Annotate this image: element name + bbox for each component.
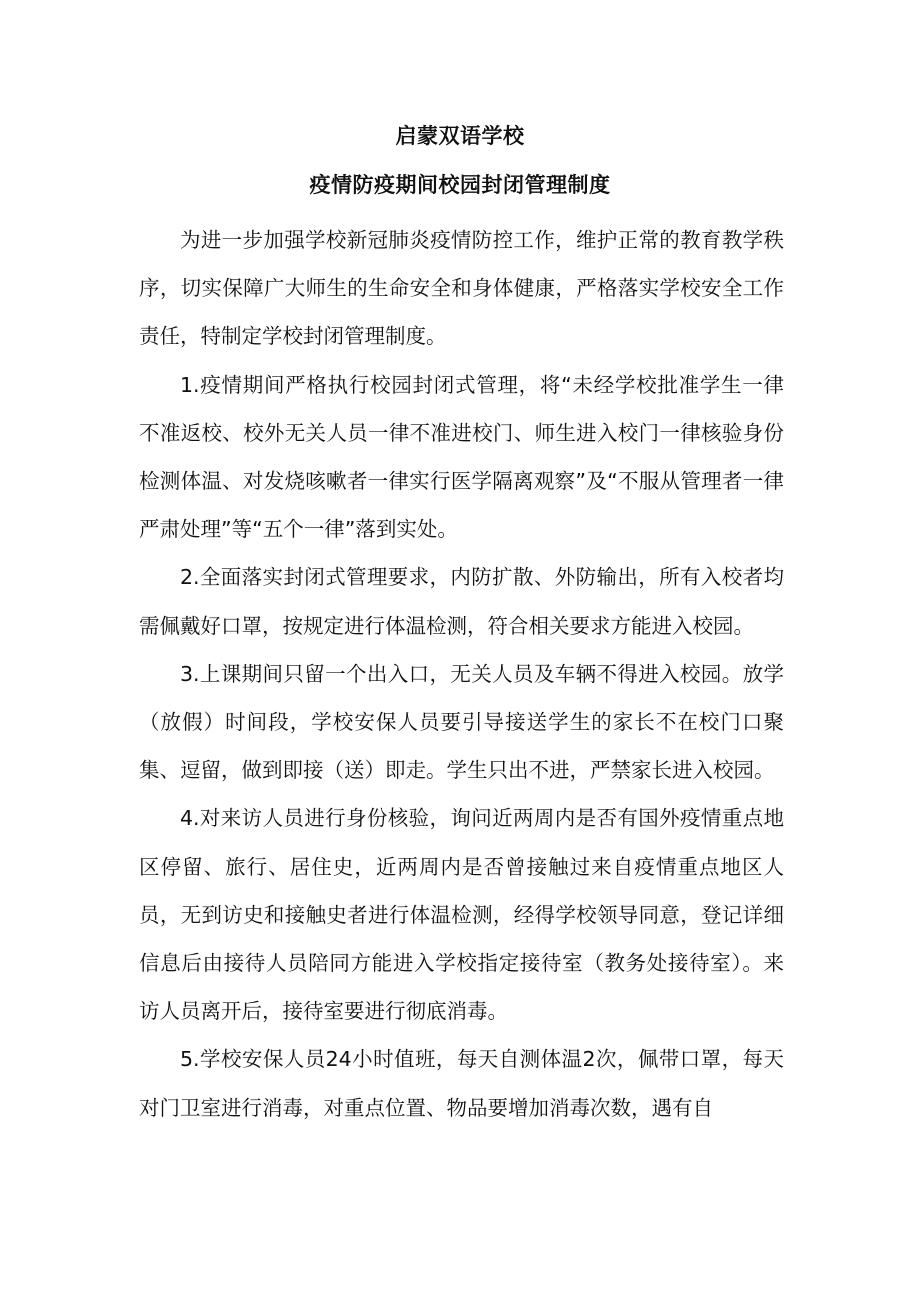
school-name: 启蒙双语学校: [395, 124, 525, 148]
document-title: 疫情防疫期间校园封闭管理制度: [309, 173, 611, 197]
rule-paragraph-4: 4.对来访人员进行身份核验，询问近两周内是否有国外疫情重点地区停留、旅行、居住史，近两周内是否曾接触过来自疫情重点地区人员，无到访史和接触史者进行体温检测，经得学校领导同意，登记详细信息后由接待人员陪同方能进入学校指定接待室（教务处接待室）。来访人员离开后，接待室要进行彻底消毒。: [139, 806, 784, 1024]
document-body: [139, 216, 784, 1132]
rule-paragraph-3: 3.上课期间只留一个出入口，无关人员及车辆不得进入校园。放学（放假）时间段，学校安保人员要引导接送学生的家长不在校门口聚集、逗留，做到即接（送）即走。学生只出不进，严禁家长进入校园。: [139, 661, 784, 783]
intro-paragraph: 为进一步加强学校新冠肺炎疫情防控工作，维护正常的教育教学秩序，切实保障广大师生的生命安全和身体健康，严格落实学校安全工作责任，特制定学校封闭管理制度。: [139, 228, 784, 349]
rule-paragraph-2: 2.全面落实封闭式管理要求，内防扩散、外防输出，所有入校者均需佩戴好口罩，按规定进行体温检测，符合相关要求方能进入校园。: [139, 565, 784, 638]
rule-paragraph-5: 5.学校安保人员24小时值班，每天自测体温2次，佩带口罩，每天对门卫室进行消毒，对重点位置、物品要增加消毒次数，遇有自: [139, 1047, 784, 1120]
rule-paragraph-1: 1.疫情期间严格执行校园封闭式管理，将“未经学校批准学生一律不准返校、校外无关人员一律不准进校门、师生进入校门一律核验身份检测体温、对发烧咳嗽者一律实行医学隔离观察”及“不服从管理者一律严肃处理”等“五个一律”落到实处。: [139, 372, 784, 542]
